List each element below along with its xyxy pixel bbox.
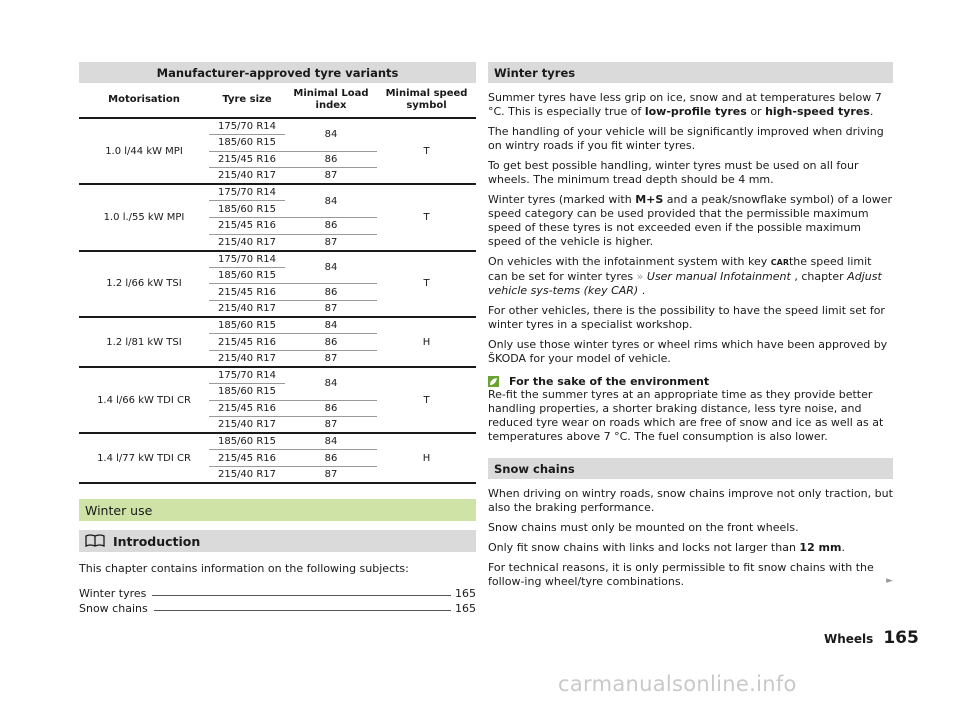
load-index-cell: 84: [285, 184, 377, 217]
tyre-size-cell: 215/45 R16: [209, 334, 285, 351]
tyre-size-cell: 175/70 R14: [209, 184, 285, 201]
tyre-size-cell: 215/40 R17: [209, 234, 285, 251]
tyre-size-cell: 215/45 R16: [209, 218, 285, 235]
table-row: [79, 251, 476, 268]
tyre-size-cell: 215/40 R17: [209, 301, 285, 318]
page-number: 165: [883, 628, 919, 648]
toc-leader: [154, 610, 451, 611]
tyre-size-cell: 215/45 R16: [209, 450, 285, 467]
toc-item-winter-tyres[interactable]: [79, 585, 476, 600]
table-row: [79, 317, 476, 334]
snow-chains-heading: Snow chains: [488, 458, 893, 479]
motorisation-cell: 1.0 l/44 kW MPI: [79, 118, 209, 184]
tyre-size-cell: 215/45 R16: [209, 400, 285, 417]
paragraph: On vehicles with the infotainment system with key CARthe speed limit can be set for winter tyres » User manual Infotainment , chapter Adjust vehicle sys-tems (key CAR) .: [488, 255, 882, 297]
winter-use-heading: Winter use: [79, 499, 476, 521]
header-load-index: Minimal Load index: [285, 83, 377, 118]
tyre-size-cell: 185/60 R15: [209, 201, 285, 218]
watermark: carmanualsonline.info: [558, 672, 797, 696]
load-index-cell: 86: [285, 334, 377, 351]
load-index-cell: 84: [285, 317, 377, 334]
toc-label: Winter tyres: [79, 587, 147, 601]
table-row: [79, 184, 476, 201]
load-index-cell: 84: [285, 251, 377, 284]
toc-leader: [152, 595, 451, 596]
header-speed-symbol: Minimal speed symbol: [377, 83, 476, 118]
tyre-size-cell: 215/40 R17: [209, 168, 285, 185]
speed-symbol-cell: T: [377, 184, 476, 250]
load-index-cell: 87: [285, 234, 377, 251]
load-index-cell: 86: [285, 450, 377, 467]
section-label: Wheels: [824, 632, 874, 646]
tyre-size-cell: 175/70 R14: [209, 367, 285, 384]
motorisation-cell: 1.4 l/77 kW TDI CR: [79, 433, 209, 483]
tyre-size-cell: 185/60 R15: [209, 135, 285, 152]
toc-page: 165: [455, 587, 476, 601]
load-index-cell: 87: [285, 417, 377, 434]
paragraph: Only use those winter tyres or wheel rims which have been approved by ŠKODA for your model of vehicle.: [488, 338, 888, 365]
paragraph: Only fit snow chains with links and locks not larger than 12 mm.: [488, 541, 845, 554]
car-key-icon: CAR: [770, 258, 789, 267]
paragraph: When driving on wintry roads, snow chains improve not only traction, but also the braking performance.: [488, 487, 893, 514]
tyre-table-body: [79, 118, 476, 483]
load-index-cell: 84: [285, 433, 377, 450]
paragraph: To get best possible handling, winter tyres must be used on all four wheels. The minimum tread depth should be 4 mm.: [488, 159, 859, 186]
motorisation-cell: 1.2 l/81 kW TSI: [79, 317, 209, 367]
tyre-size-cell: 185/60 R15: [209, 384, 285, 401]
introduction-heading: [79, 530, 476, 552]
speed-symbol-cell: H: [377, 317, 476, 367]
tyre-size-cell: 185/60 R15: [209, 317, 285, 334]
page-footer: [824, 628, 919, 648]
speed-symbol-cell: T: [377, 118, 476, 184]
motorisation-cell: 1.4 l/66 kW TDI CR: [79, 367, 209, 433]
continue-arrow-icon: ►: [886, 576, 893, 586]
paragraph: For other vehicles, there is the possibility to have the speed limit set for winter tyres in a specialist workshop.: [488, 304, 885, 331]
motorisation-cell: 1.0 l./55 kW MPI: [79, 184, 209, 250]
winter-tyres-body: [488, 91, 893, 366]
tyre-size-cell: 215/45 R16: [209, 284, 285, 301]
load-index-cell: 87: [285, 168, 377, 185]
introduction-label: Introduction: [113, 533, 201, 549]
environment-heading: For the sake of the environment: [488, 375, 893, 388]
winter-tyres-heading: Winter tyres: [488, 62, 893, 83]
speed-symbol-cell: H: [377, 433, 476, 483]
reference-arrow: »: [636, 270, 644, 283]
toc-list: [79, 585, 476, 615]
table-row: [79, 367, 476, 384]
load-index-cell: 86: [285, 400, 377, 417]
intro-text: This chapter contains information on the following subjects:: [79, 562, 409, 576]
header-motorisation: Motorisation: [79, 83, 209, 118]
environment-text: Re-fit the summer tyres at an appropriate time as they provide better handling properties, a shorter braking distance, less tyre noise, and reduced tyre wear on roads which are free of snow and ice as well as at temperatures above 7 °C. The fuel consumption is also lower.: [488, 388, 884, 443]
tyre-size-cell: 215/40 R17: [209, 350, 285, 367]
reference-link[interactable]: User manual Infotainment: [643, 270, 791, 283]
load-index-cell: 84: [285, 367, 377, 400]
tyre-size-cell: 185/60 R15: [209, 267, 285, 284]
tyre-variants-table: [79, 83, 476, 484]
tyre-size-cell: 215/40 R17: [209, 466, 285, 483]
tyre-size-cell: 215/40 R17: [209, 417, 285, 434]
tyre-size-cell: 215/45 R16: [209, 151, 285, 168]
load-index-cell: 86: [285, 218, 377, 235]
load-index-cell: 86: [285, 284, 377, 301]
load-index-cell: 84: [285, 118, 377, 151]
table-header-row: [79, 83, 476, 118]
leaf-icon: [488, 376, 499, 387]
table-row: [79, 118, 476, 135]
header-tyre-size: Tyre size: [209, 83, 285, 118]
toc-item-snow-chains[interactable]: [79, 600, 476, 615]
load-index-cell: 87: [285, 350, 377, 367]
left-column: [79, 62, 476, 615]
load-index-cell: 86: [285, 151, 377, 168]
toc-label: Snow chains: [79, 602, 148, 616]
speed-symbol-cell: T: [377, 367, 476, 433]
paragraph: Snow chains must only be mounted on the front wheels.: [488, 521, 799, 534]
paragraph: For technical reasons, it is only permissible to fit snow chains with the follow-ing wheel/tyre combinations. ►: [488, 561, 893, 588]
tyre-size-cell: 175/70 R14: [209, 251, 285, 268]
load-index-cell: 87: [285, 301, 377, 318]
load-index-cell: 87: [285, 466, 377, 483]
paragraph: Summer tyres have less grip on ice, snow and at temperatures below 7 °C. This is especially true of low-profile tyres or high-speed tyres.: [488, 91, 882, 118]
right-column: [488, 62, 893, 589]
book-icon: [85, 534, 105, 548]
tyre-size-cell: 175/70 R14: [209, 118, 285, 135]
tyre-table-title: Manufacturer-approved tyre variants: [79, 62, 476, 83]
toc-page: 165: [455, 602, 476, 616]
motorisation-cell: 1.2 l/66 kW TSI: [79, 251, 209, 317]
paragraph: Winter tyres (marked with M+S and a peak/snowflake symbol) of a lower speed category can be used provided that the permissible maximum speed of these tyres is not exceeded even if the possible maximum speed of the vehicle is higher.: [488, 193, 893, 248]
speed-symbol-cell: T: [377, 251, 476, 317]
tyre-size-cell: 185/60 R15: [209, 433, 285, 450]
snow-chains-body: [488, 487, 893, 589]
paragraph: The handling of your vehicle will be significantly improved when driving on wintry roads if you fit winter tyres.: [488, 125, 884, 152]
table-row: [79, 433, 476, 450]
